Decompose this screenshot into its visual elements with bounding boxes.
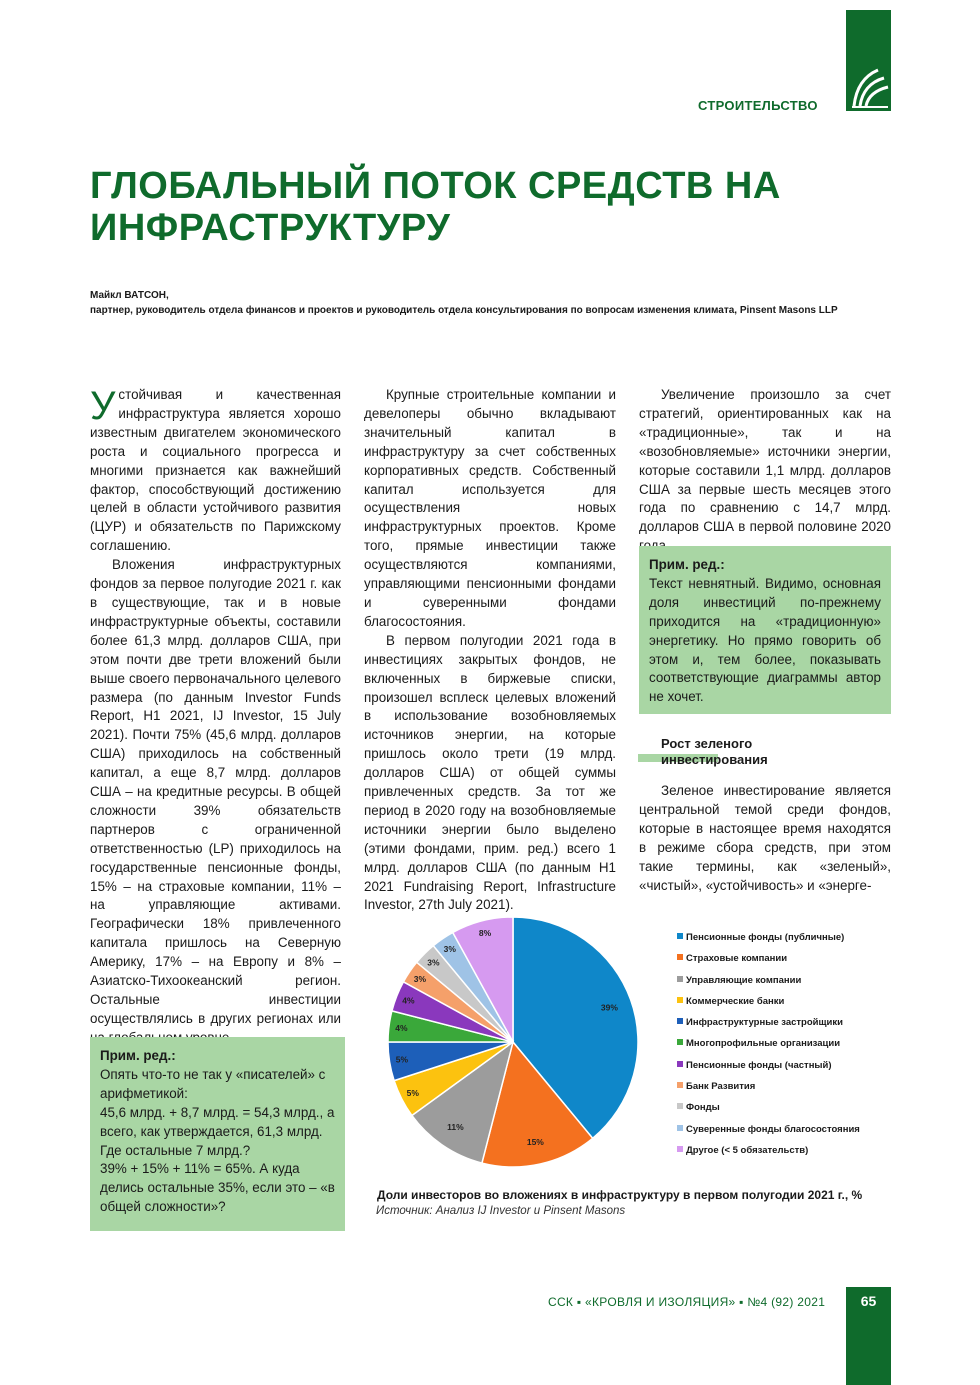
paragraph: Увеличение произошло за счет стратегий, ориентированных как на «традиционные», так и на «возобновляемые» источники энергии, которые составили 1,1 млрд. долларов США за первые шесть месяцев этого года по сравнению с 14,7 млрд. долларов США в первой половине 2020 [639, 387, 891, 535]
legend-label: Другое (< 5 обязательств) [686, 1144, 809, 1156]
legend-swatch [677, 1018, 683, 1024]
legend-label: Пенсионные фонды (частный) [686, 1059, 832, 1071]
pie-data-label: 3% [443, 943, 456, 954]
chart-source: Источник: Анализ IJ Investor и Pinsent Masons [376, 1205, 626, 1217]
legend-item [677, 953, 860, 974]
legend-item [677, 975, 860, 996]
editor-note-2 [639, 546, 891, 714]
legend-label: Банк Развития [686, 1081, 756, 1093]
pie-data-label: 11% [447, 1121, 464, 1132]
legend-item [677, 1081, 860, 1102]
legend-swatch [677, 1125, 683, 1131]
logo-icon [846, 10, 891, 111]
pie-data-label: 39% [600, 1002, 618, 1013]
legend-item [677, 932, 860, 953]
legend-swatch [677, 997, 683, 1003]
note-line: Опять что-то не так у «писателей» с арифметикой: [100, 1066, 326, 1101]
note-line: 39% + 15% + 11% = 65%. А куда делись остальные 35%, если это – «в общей сложности»? [100, 1161, 335, 1215]
legend-item [677, 1017, 860, 1038]
paragraph: Крупные строительные компании и девелоперы обычно вкладывают значительный капитал в инфраструктуру за счет собственных корпоративных средств. Собственный капитал используется для осуществления новых инфраструктурных проектов. Кроме того, прямые инвестиции также осуществляются компаниями, управляющими пенсионными фондами и суверенными фондами благосостояния. [364, 387, 616, 629]
column-1 [90, 386, 341, 1048]
legend-label: Инфраструктурные застройщики [686, 1017, 843, 1029]
pie-data-label: 3% [413, 973, 427, 984]
pie-data-label: 3% [427, 957, 440, 968]
legend-swatch [677, 933, 683, 939]
section-label: СТРОИТЕЛЬСТВО [698, 98, 818, 113]
drop-cap: У [90, 384, 116, 428]
legend-item [677, 1145, 860, 1166]
legend-label: Фонды [686, 1102, 720, 1114]
page-title [90, 165, 870, 249]
legend-swatch [677, 954, 683, 960]
note-text: Текст невнятный. Видимо, основная доля инвестиций по-прежнему приходится на «традиционную» энергетику. Но прямо говорить об этом и, тем более, показывать соответствующие диаграммы автор не хочет. [649, 575, 881, 705]
paragraph: Зеленое инвестирование является центральной темой среди фондов, которые в настоящее время находятся в режиме сбора средств, при этом такие термины, как «зеленый», «чистый», «устойчивость» и «энерге- [639, 783, 891, 893]
legend-item [677, 1102, 860, 1123]
title-line-2: ИНФРАСТРУКТУРУ [90, 207, 451, 249]
legend-swatch [677, 976, 683, 982]
paragraph: В первом полугодии 2021 года в инвестициях закрытых фондов, не включенных в биржевые списки, произошел всплеск целевых вложений в использование возобновляемых источников энергии, на которые пришлось около трети (19 млрд. долларов США) от общей суммы привлеченных средств. За тот же период в 2020 году на возобновляемые источники энергии было выделено (этими фондами, прим. ред.) всего 1 млрд. долларов США (по данным H1 2021 Fundraising Report, Infrastructure Investor, 27th July 2021). [364, 632, 616, 913]
paragraph [90, 386, 341, 556]
legend-label: Страховые компании [686, 953, 788, 965]
note-heading: Прим. ред.: [649, 557, 725, 572]
page-number: 65 [860, 1293, 877, 1309]
pie-data-label: 4% [402, 995, 415, 1006]
legend-label: Управляющие компании [686, 974, 802, 986]
legend-label: Суверенные фонды благосостояния [686, 1123, 860, 1135]
legend-item [677, 1124, 860, 1145]
legend-item [677, 1060, 860, 1081]
legend-swatch [677, 1039, 683, 1045]
legend-label: Коммерческие банки [686, 995, 785, 1007]
pie-data-label: 5% [406, 1088, 419, 1099]
paragraph-text: стойчивая и качественная инфраструктура является хорошо известным двигателем экономического роста и социального прогресса и многими признается как важнейший фактор, способствующий достижению целей в области устойчивого развития (ЦУР) и обязательств по Парижскому соглашению. [90, 387, 341, 554]
legend-label: Пенсионные фонды (публичные) [686, 932, 845, 943]
legend-item [677, 1038, 860, 1059]
subheading [661, 736, 768, 768]
legend-swatch [677, 1061, 683, 1067]
author-name: Майкл ВАТСОН, [90, 290, 169, 301]
column-2 [364, 386, 616, 915]
author-role: партнер, руководитель отдела финансов и проектов и руководитель отдела консультирования по вопросам изменения климата, Pinsent Masons LLP [90, 305, 838, 316]
chart-legend [677, 932, 860, 1166]
footer-publication: ССК ▪ «КРОВЛЯ И ИЗОЛЯЦИЯ» ▪ №4 (92) 2021 [548, 1295, 826, 1309]
paragraph: Вложения инфраструктурных фондов за первое полугодие 2021 г. как в существующие, так и в новые инфраструктурные объекты, составили более 61,3 млрд. долларов США, при этом почти две трети вложений были выше своего первоначального целевого размера (по данным Investor Funds Report, H1 2021, IJ Investor, 15 July 2021). Почти 75% (45,6 млрд. долларов США) приходилось на собственный капитал, а еще 8,7 млрд. долларов США – на кредитные ресурсы. В общей сложности 39% обязательств партнеров с ограниченной ответственностью (LP) приходилось на государственные пенсионные фонды, 15% – на страховые компании, 11% – на управляющие активами. Географически 18% привлеченного капитала пришлось на Северную Америку, 17% – на Европу и 8% –Азиатско-Тихоокеанский регион. Остальные инвестиции осуществлялись в других регионах или [90, 557, 341, 1026]
pie-data-label: 8% [478, 928, 492, 939]
legend-swatch [677, 1103, 683, 1109]
chart-caption: Доли инвесторов во вложениях в инфраструктуру в первом полугодии 2021 г., % [377, 1188, 863, 1202]
subheading-line: Рост зеленого [661, 736, 753, 751]
column-3 [639, 386, 891, 556]
editor-note-1 [90, 1037, 345, 1231]
pie-data-label: 15% [526, 1137, 544, 1148]
column-3-continued [639, 782, 891, 895]
pie-chart [375, 915, 665, 1185]
legend-swatch [677, 1082, 683, 1088]
note-line: 45,6 млрд. + 8,7 млрд. = 54,3 млрд., а всего, как утверждается, 61,3 млрд. Где остальные 7 млрд.? [100, 1104, 335, 1158]
legend-item [677, 996, 860, 1017]
title-line-1: ГЛОБАЛЬНЫЙ ПОТОК СРЕДСТВ НА [90, 165, 781, 207]
note-heading: Прим. ред.: [100, 1048, 176, 1063]
legend-swatch [677, 1146, 683, 1152]
section-tab [846, 10, 891, 111]
subheading-line: инвестирования [661, 752, 768, 767]
pie-data-label: 5% [395, 1054, 409, 1065]
legend-label: Многопрофильные организации [686, 1038, 841, 1050]
pie-data-label: 4% [395, 1022, 408, 1033]
